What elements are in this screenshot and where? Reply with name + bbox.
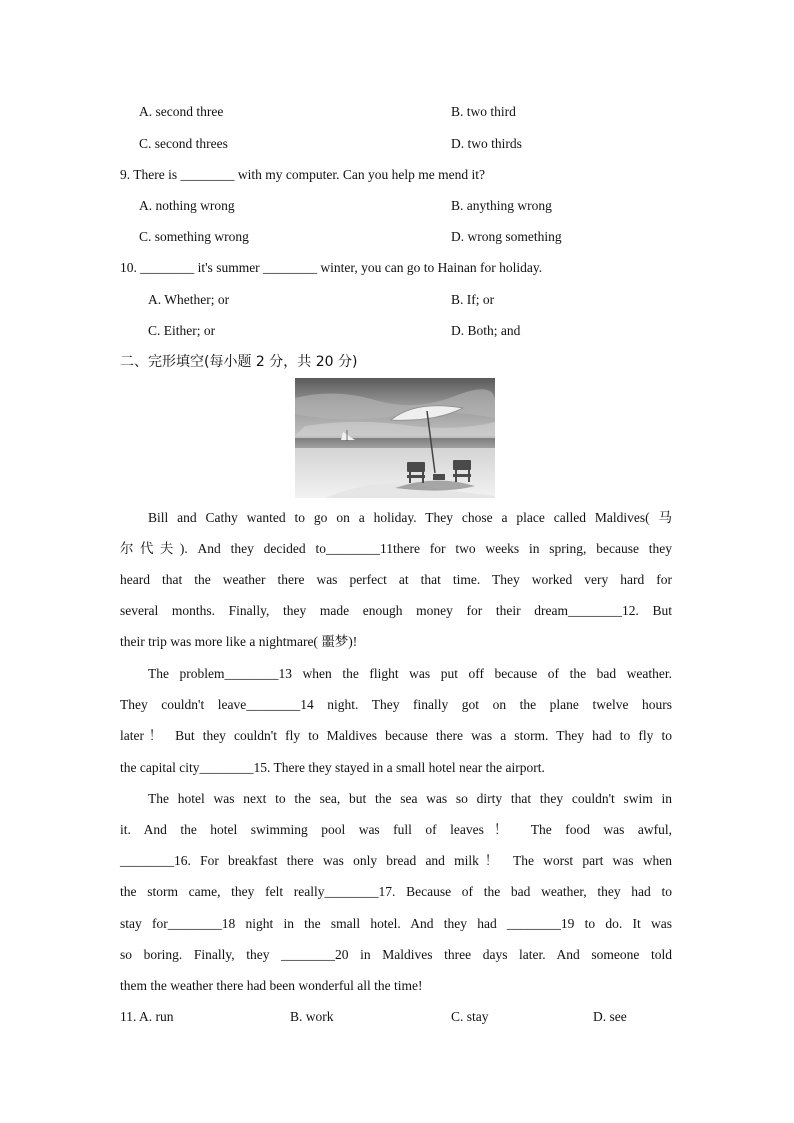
q10-option-b: B. If; or bbox=[451, 292, 495, 307]
beach-photo bbox=[295, 378, 495, 498]
q8-option-d: D. two thirds bbox=[451, 136, 522, 151]
q9-option-d: D. wrong something bbox=[451, 229, 562, 244]
passage-line: heard that the weather there was perfect at that time. They worked very hard for bbox=[120, 572, 672, 587]
passage-line: so boring. Finally, they ________20 in Maldives three days later. And someone told bbox=[120, 947, 672, 962]
passage-line: ________16. For breakfast there was only bread and milk！ The worst part was when bbox=[120, 853, 672, 868]
passage-line: stay for________18 night in the small hotel. And they had ________19 to do. It was bbox=[120, 916, 672, 931]
passage-line: their trip was more like a nightmare( 噩梦)! bbox=[120, 634, 358, 649]
q10-stem: 10. ________ it's summer ________ winter, you can go to Hainan for holiday. bbox=[120, 260, 543, 275]
passage-line: The hotel was next to the sea, but the sea was so dirty that they couldn't swim in bbox=[148, 791, 672, 806]
passage-line: it. And the hotel swimming pool was full of leaves！ The food was awful, bbox=[120, 822, 672, 837]
q8-option-b: B. two third bbox=[451, 104, 516, 119]
passage-line: them the weather there had been wonderful all the time! bbox=[120, 978, 423, 993]
q9-stem: 9. There is ________ with my computer. Can you help me mend it? bbox=[120, 167, 485, 182]
q11-option-c: C. stay bbox=[451, 1009, 489, 1024]
q11-option-a: 11. A. run bbox=[120, 1009, 174, 1024]
passage-line: The problem________13 when the flight was put off because of the bad weather. bbox=[148, 666, 672, 681]
q10-option-d: D. Both; and bbox=[451, 323, 521, 338]
q8-option-a: A. second three bbox=[139, 104, 224, 119]
q10-option-a: A. Whether; or bbox=[148, 292, 230, 307]
passage-line: 尔代夫). And they decided to________11there for two weeks in spring, because they bbox=[120, 541, 672, 556]
passage-line: They couldn't leave________14 night. They finally got on the plane twelve hours bbox=[120, 697, 672, 712]
q9-option-a: A. nothing wrong bbox=[139, 198, 235, 213]
passage-line: the storm came, they felt really________17. Because of the bad weather, they had to bbox=[120, 884, 672, 899]
passage-line: several months. Finally, they made enough money for their dream________12. But bbox=[120, 603, 672, 618]
section-heading: 二、完形填空(每小题 2 分，共 20 分) bbox=[120, 354, 358, 370]
q8-option-c: C. second threes bbox=[139, 136, 228, 151]
q9-option-c: C. something wrong bbox=[139, 229, 249, 244]
passage-line: later！ But they couldn't fly to Maldives because there was a storm. They had to fly to bbox=[120, 728, 672, 743]
q11-option-d: D. see bbox=[593, 1009, 627, 1024]
q10-option-c: C. Either; or bbox=[148, 323, 216, 338]
passage-line: the capital city________15. There they stayed in a small hotel near the airport. bbox=[120, 760, 545, 775]
q9-option-b: B. anything wrong bbox=[451, 198, 552, 213]
q11-option-b: B. work bbox=[290, 1009, 334, 1024]
passage-line: Bill and Cathy wanted to go on a holiday. They chose a place called Maldives( 马 bbox=[148, 510, 672, 525]
